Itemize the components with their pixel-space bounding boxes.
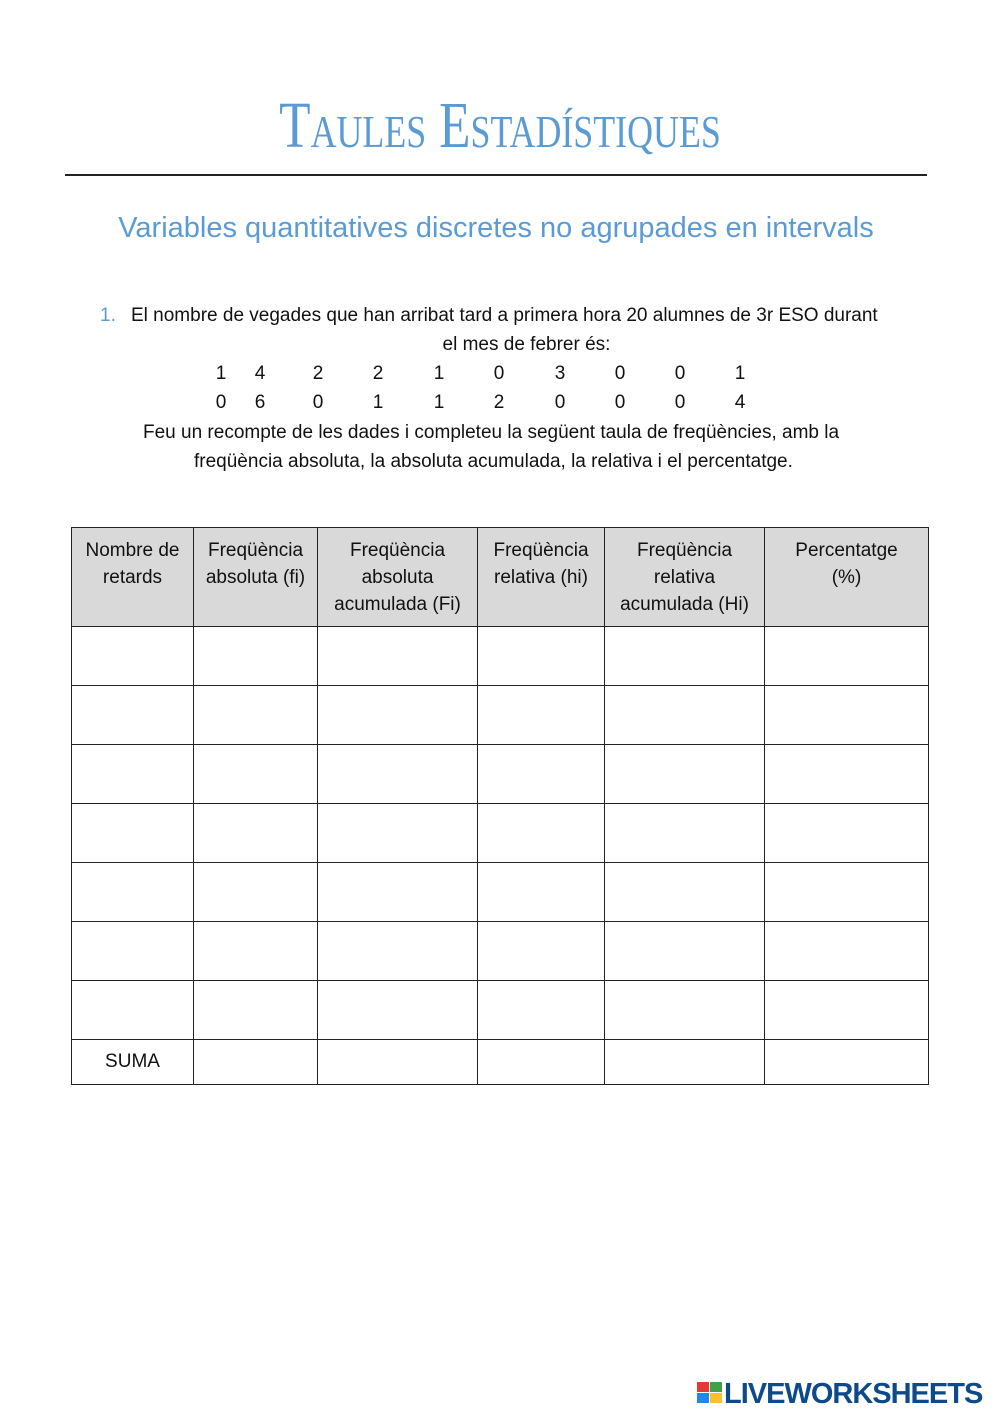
instruction-line1: Feu un recompte de les dades i completeu la següent taula de freqüències, amb la <box>143 422 840 443</box>
answer-cell[interactable] <box>605 981 765 1040</box>
answer-cell[interactable] <box>478 686 605 745</box>
answer-cell[interactable] <box>318 745 478 804</box>
data-value: 1 <box>433 363 445 384</box>
answer-cell[interactable] <box>318 922 478 981</box>
answer-cell[interactable] <box>72 981 194 1040</box>
data-value: 0 <box>674 363 686 384</box>
answer-cell[interactable] <box>605 745 765 804</box>
column-header-line: relativa <box>653 567 716 588</box>
answer-cell[interactable] <box>478 627 605 686</box>
answer-cell[interactable] <box>318 1040 478 1085</box>
data-value: 1 <box>215 363 227 384</box>
data-value: 1 <box>734 363 746 384</box>
answer-cell[interactable] <box>765 981 929 1040</box>
data-value: 2 <box>493 392 505 413</box>
column-header-line: Freqüència <box>349 540 446 561</box>
data-value: 0 <box>215 392 227 413</box>
table-row <box>72 922 929 981</box>
answer-cell[interactable] <box>605 863 765 922</box>
answer-cell[interactable] <box>765 863 929 922</box>
data-values-row-1 <box>0 363 1000 391</box>
column-header-line: (%) <box>831 567 862 588</box>
question-text-line2: el mes de febrer és: <box>442 334 611 355</box>
data-value: 0 <box>312 392 324 413</box>
table-row <box>72 686 929 745</box>
answer-cell[interactable] <box>765 627 929 686</box>
column-header-line: Nombre de <box>85 540 180 561</box>
answer-cell[interactable] <box>194 627 318 686</box>
answer-cell[interactable] <box>194 922 318 981</box>
answer-cell[interactable] <box>72 804 194 863</box>
sum-row <box>72 1040 929 1085</box>
table-row <box>72 804 929 863</box>
answer-cell[interactable] <box>72 745 194 804</box>
column-header-line: absoluta <box>361 567 434 588</box>
answer-cell[interactable] <box>194 686 318 745</box>
page-title: Taules Estadístiques <box>279 89 721 162</box>
answer-cell[interactable] <box>478 922 605 981</box>
answer-cell[interactable] <box>478 1040 605 1085</box>
answer-cell[interactable] <box>765 922 929 981</box>
table-header-row <box>72 528 929 627</box>
data-value: 0 <box>493 363 505 384</box>
column-header <box>72 528 194 627</box>
answer-cell[interactable] <box>605 686 765 745</box>
data-value: 4 <box>254 363 266 384</box>
data-value: 0 <box>554 392 566 413</box>
data-value: 6 <box>254 392 266 413</box>
answer-cell[interactable] <box>194 804 318 863</box>
data-value: 4 <box>734 392 746 413</box>
answer-cell[interactable] <box>605 627 765 686</box>
answer-cell[interactable] <box>478 804 605 863</box>
table-row <box>72 745 929 804</box>
section-subtitle: Variables quantitatives discretes no agrupades en intervals <box>118 212 874 244</box>
column-header <box>765 528 929 627</box>
answer-cell[interactable] <box>478 981 605 1040</box>
data-value: 1 <box>372 392 384 413</box>
data-value: 0 <box>614 392 626 413</box>
data-value: 3 <box>554 363 566 384</box>
answer-cell[interactable] <box>318 686 478 745</box>
answer-cell[interactable] <box>194 981 318 1040</box>
answer-cell[interactable] <box>72 863 194 922</box>
data-values-row-2 <box>0 392 1000 420</box>
liveworksheets-wordmark: LIVEWORKSHEETS <box>724 1378 983 1410</box>
column-header-line: relativa (hi) <box>494 567 588 588</box>
column-header-line: acumulada (Hi) <box>620 594 749 615</box>
answer-cell[interactable] <box>605 1040 765 1085</box>
sum-label: SUMA <box>72 1040 194 1085</box>
answer-cell[interactable] <box>765 686 929 745</box>
data-value: 0 <box>614 363 626 384</box>
table-row <box>72 863 929 922</box>
answer-cell[interactable] <box>72 922 194 981</box>
data-value: 0 <box>674 392 686 413</box>
data-value: 2 <box>372 363 384 384</box>
answer-cell[interactable] <box>318 804 478 863</box>
table-row <box>72 981 929 1040</box>
column-header-line: acumulada (Fi) <box>334 594 461 615</box>
answer-cell[interactable] <box>605 922 765 981</box>
table-row <box>72 627 929 686</box>
answer-cell[interactable] <box>318 863 478 922</box>
column-header-line: retards <box>102 567 163 588</box>
answer-cell[interactable] <box>72 627 194 686</box>
data-value: 2 <box>312 363 324 384</box>
column-header-line: Freqüència <box>207 540 304 561</box>
column-header <box>478 528 605 627</box>
answer-cell[interactable] <box>194 1040 318 1085</box>
column-header-line: absoluta (fi) <box>205 567 306 588</box>
question-number: 1. <box>100 305 116 326</box>
answer-cell[interactable] <box>765 1040 929 1085</box>
answer-cell[interactable] <box>72 686 194 745</box>
column-header <box>318 528 478 627</box>
answer-cell[interactable] <box>765 804 929 863</box>
column-header <box>194 528 318 627</box>
answer-cell[interactable] <box>318 627 478 686</box>
column-header-line: Freqüència <box>636 540 733 561</box>
question-text-line1: El nombre de vegades que han arribat tard a primera hora 20 alumnes de 3r ESO durant <box>131 305 878 326</box>
answer-cell[interactable] <box>478 745 605 804</box>
answer-cell[interactable] <box>194 745 318 804</box>
answer-cell[interactable] <box>194 863 318 922</box>
answer-cell[interactable] <box>318 981 478 1040</box>
data-value: 1 <box>433 392 445 413</box>
answer-cell[interactable] <box>765 745 929 804</box>
answer-cell[interactable] <box>478 863 605 922</box>
column-header <box>605 528 765 627</box>
column-header-line: Freqüència <box>493 540 589 561</box>
liveworksheets-icon <box>697 1382 723 1404</box>
instruction-line2: freqüència absoluta, la absoluta acumulada, la relativa i el percentatge. <box>194 451 793 472</box>
frequency-table <box>71 527 929 1085</box>
column-header-line: Percentatge <box>795 540 898 561</box>
answer-cell[interactable] <box>605 804 765 863</box>
title-divider <box>65 174 927 176</box>
